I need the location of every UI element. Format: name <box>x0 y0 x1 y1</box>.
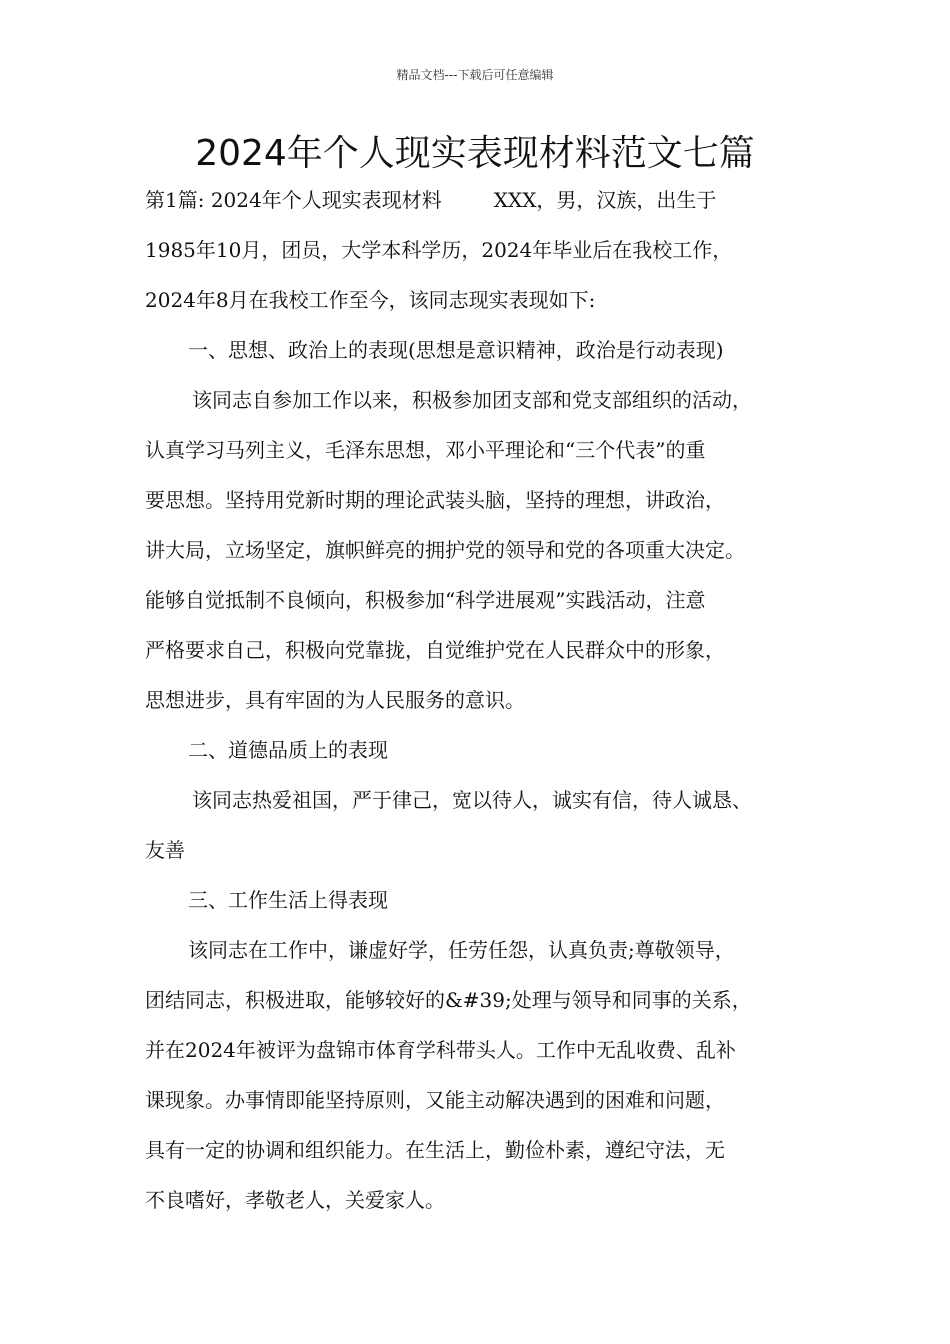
line-text: 第1篇: 2024年个人现实表现材料 <box>145 188 442 212</box>
body-line-18: 并在2024年被评为盘锦市体育学科带头人。工作中无乱收费、乱补 <box>145 1038 736 1062</box>
body-line-2: 1985年10月，团员，大学本科学历，2024年毕业后在我校工作， <box>145 238 733 262</box>
body-line-9: 能够自觉抵制不良倾向，积极参加“科学进展观”实践活动，注意 <box>145 588 706 612</box>
body-line-13: 该同志热爱祖国，严于律己，宽以待人，诚实有信，待人诚恳、 <box>192 788 752 812</box>
body-line-5: 该同志自参加工作以来，积极参加团支部和党支部组织的活动， <box>192 388 752 412</box>
body-line-11: 思想进步，具有牢固的为人民服务的意识。 <box>145 688 525 712</box>
body-line-8: 讲大局，立场坚定，旗帜鲜亮的拥护党的领导和党的各项重大决定。 <box>145 538 745 562</box>
body-line-7: 要思想。坚持用党新时期的理论武装头脑，坚持的理想，讲政治， <box>145 488 725 512</box>
body-line-1 <box>145 186 716 214</box>
body-line-16: 该同志在工作中，谦虚好学，任劳任怨，认真负责;尊敬领导， <box>188 938 735 962</box>
line-text-continued: XXX，男，汉族，出生于 <box>493 188 717 212</box>
body-line-19: 课现象。办事情即能坚持原则，又能主动解决遇到的困难和问题， <box>145 1088 725 1112</box>
section-heading-2: 二、道德品质上的表现 <box>188 738 388 762</box>
body-line-20: 具有一定的协调和组织能力。在生活上，勤俭朴素，遵纪守法，无 <box>145 1138 725 1162</box>
body-line-3: 2024年8月在我校工作至今，该同志现实表现如下: <box>145 288 596 312</box>
body-line-17: 团结同志，积极进取，能够较好的&#39;处理与领导和同事的关系， <box>145 988 752 1012</box>
body-line-14: 友善 <box>145 838 185 862</box>
page-title: 2024年个人现实表现材料范文七篇 <box>195 133 755 174</box>
body-line-10: 严格要求自己，积极向党靠拢，自觉维护党在人民群众中的形象， <box>145 638 725 662</box>
body-line-6: 认真学习马列主义，毛泽东思想，邓小平理论和“三个代表”的重 <box>145 438 706 462</box>
section-heading-1: 一、思想、政治上的表现(思想是意识精神，政治是行动表现) <box>188 338 724 362</box>
section-heading-3: 三、工作生活上得表现 <box>188 888 388 912</box>
body-line-21: 不良嗜好，孝敬老人，关爱家人。 <box>145 1188 445 1212</box>
header-note: 精品文档---下载后可任意编辑 <box>396 68 554 82</box>
